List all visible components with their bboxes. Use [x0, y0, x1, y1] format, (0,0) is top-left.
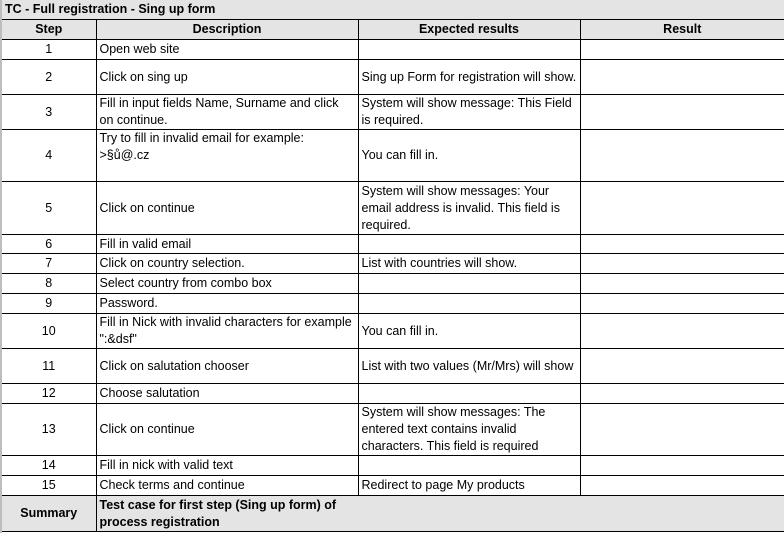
result-cell[interactable]	[580, 476, 784, 496]
description-cell[interactable]: Try to fill in invalid email for example: >§ů@.cz	[96, 130, 358, 182]
description-cell[interactable]: Password.	[96, 294, 358, 314]
description-cell[interactable]: Open web site	[96, 40, 358, 60]
table-row	[2, 254, 784, 274]
description-cell[interactable]: Click on country selection.	[96, 254, 358, 274]
table-row	[2, 130, 784, 182]
column-header-description[interactable]: Description	[96, 20, 358, 40]
table-row	[2, 60, 784, 95]
table-row	[2, 235, 784, 254]
expected-cell[interactable]	[358, 40, 580, 60]
result-cell[interactable]	[580, 182, 784, 235]
description-cell[interactable]: Click on continue	[96, 404, 358, 456]
result-cell[interactable]	[580, 130, 784, 182]
description-cell[interactable]: Choose salutation	[96, 384, 358, 404]
result-cell[interactable]	[580, 314, 784, 349]
step-cell[interactable]: 12	[2, 384, 96, 404]
table-row	[2, 314, 784, 349]
description-cell[interactable]: Click on salutation chooser	[96, 349, 358, 384]
result-cell[interactable]	[580, 60, 784, 95]
expected-cell[interactable]: Sing up Form for registration will show.	[358, 60, 580, 95]
step-cell[interactable]: 11	[2, 349, 96, 384]
sheet-title[interactable]: TC - Full registration - Sing up form	[2, 0, 784, 20]
result-cell[interactable]	[580, 40, 784, 60]
step-cell[interactable]: 1	[2, 40, 96, 60]
table-row	[2, 40, 784, 60]
step-cell[interactable]: 5	[2, 182, 96, 235]
result-cell[interactable]	[580, 456, 784, 476]
expected-cell[interactable]	[358, 235, 580, 254]
result-cell[interactable]	[580, 235, 784, 254]
table-row	[2, 294, 784, 314]
description-cell[interactable]: Click on continue	[96, 182, 358, 235]
step-cell[interactable]: 9	[2, 294, 96, 314]
expected-cell[interactable]: System will show message: This Field is required.	[358, 95, 580, 130]
result-cell[interactable]	[580, 274, 784, 294]
table-row	[2, 349, 784, 384]
table-row	[2, 274, 784, 294]
header-row	[2, 20, 784, 40]
result-cell[interactable]	[580, 294, 784, 314]
result-cell[interactable]	[580, 384, 784, 404]
description-cell[interactable]: Click on sing up	[96, 60, 358, 95]
title-row	[2, 0, 784, 20]
expected-cell[interactable]: List with two values (Mr/Mrs) will show	[358, 349, 580, 384]
description-cell[interactable]: Fill in input fields Name, Surname and click on continue.	[96, 95, 358, 130]
result-cell[interactable]	[580, 404, 784, 456]
expected-cell[interactable]: Redirect to page My products	[358, 476, 580, 496]
expected-cell[interactable]: You can fill in.	[358, 314, 580, 349]
step-cell[interactable]: 14	[2, 456, 96, 476]
summary-text[interactable]: Test case for first step (Sing up form) of process registration	[96, 496, 358, 532]
expected-cell[interactable]	[358, 456, 580, 476]
result-cell[interactable]	[580, 349, 784, 384]
step-cell[interactable]: 6	[2, 235, 96, 254]
table-row	[2, 384, 784, 404]
description-cell[interactable]: Fill in nick with valid text	[96, 456, 358, 476]
step-cell[interactable]: 8	[2, 274, 96, 294]
expected-cell[interactable]: System will show messages: The entered text contains invalid characters. This field is required	[358, 404, 580, 456]
expected-cell[interactable]: You can fill in.	[358, 130, 580, 182]
expected-cell[interactable]: System will show messages: Your email address is invalid. This field is required.	[358, 182, 580, 235]
expected-cell[interactable]: List with countries will show.	[358, 254, 580, 274]
summary-filler-cell[interactable]	[358, 496, 784, 532]
column-header-expected[interactable]: Expected results	[358, 20, 580, 40]
result-cell[interactable]	[580, 95, 784, 130]
step-cell[interactable]: 2	[2, 60, 96, 95]
column-header-step[interactable]: Step	[2, 20, 96, 40]
table-row	[2, 476, 784, 496]
step-cell[interactable]: 10	[2, 314, 96, 349]
summary-label[interactable]: Summary	[2, 496, 96, 532]
description-cell[interactable]: Select country from combo box	[96, 274, 358, 294]
table-row	[2, 404, 784, 456]
step-cell[interactable]: 15	[2, 476, 96, 496]
summary-row	[2, 496, 784, 532]
column-header-result[interactable]: Result	[580, 20, 784, 40]
expected-cell[interactable]	[358, 274, 580, 294]
table-row	[2, 95, 784, 130]
table-row	[2, 182, 784, 235]
step-cell[interactable]: 7	[2, 254, 96, 274]
expected-cell[interactable]	[358, 384, 580, 404]
step-cell[interactable]: 3	[2, 95, 96, 130]
description-cell[interactable]: Fill in Nick with invalid characters for example ":&dsf"	[96, 314, 358, 349]
step-cell[interactable]: 4	[2, 130, 96, 182]
result-cell[interactable]	[580, 254, 784, 274]
description-cell[interactable]: Fill in valid email	[96, 235, 358, 254]
test-case-table	[2, 0, 784, 532]
table-row	[2, 456, 784, 476]
expected-cell[interactable]	[358, 294, 580, 314]
step-cell[interactable]: 13	[2, 404, 96, 456]
description-cell[interactable]: Check terms and continue	[96, 476, 358, 496]
